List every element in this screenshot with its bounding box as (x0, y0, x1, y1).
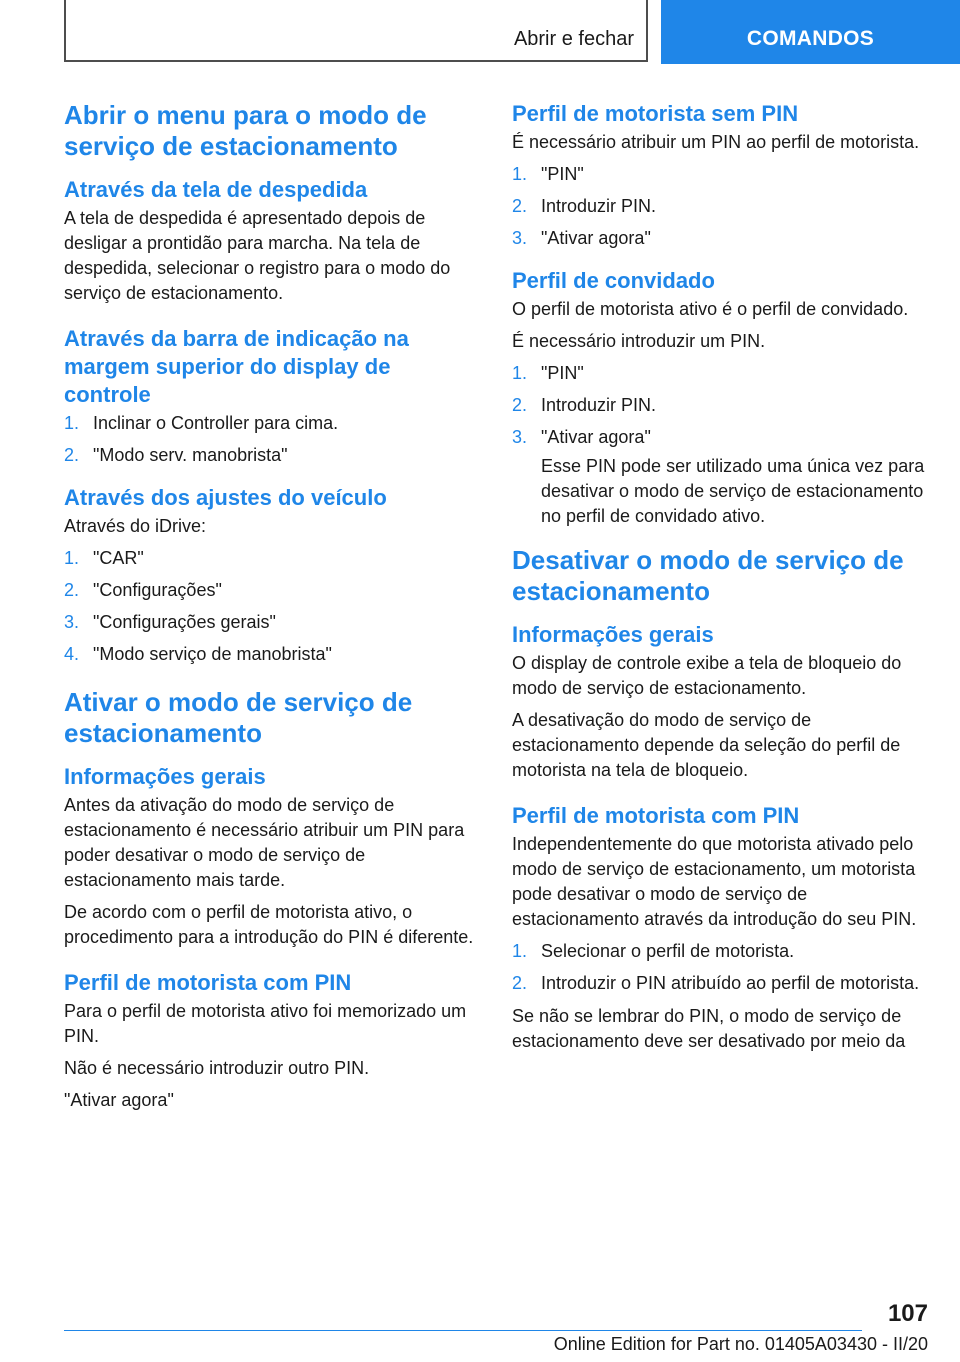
paragraph-deactivate-2: A desativação do modo de serviço de estacionamento depende da seleção do perfil de motorista na tela de bloqueio. (512, 710, 901, 780)
paragraph-guest-2: É necessário introduzir um PIN. (512, 331, 766, 351)
step-number: 2. (512, 395, 528, 415)
paragraph-general-1: Antes da ativação do modo de serviço de estacionamento é necessário atribuir um PIN para poder desativar o modo de serviço de estacionamento mais tarde. (64, 795, 465, 890)
edition-footer: Online Edition for Part no. 01405A03430 - II/20 (553, 1334, 928, 1354)
paragraph-with-pin-2: Não é necessário introduzir outro PIN. (64, 1058, 370, 1078)
step-number: 2. (64, 580, 80, 600)
paragraph-guest-1: O perfil de motorista ativo é o perfil de convidado. (512, 299, 909, 319)
heading-profile-with-pin: Perfil de motorista com PIN (512, 803, 800, 828)
chapter-label: COMANDOS (746, 27, 875, 50)
page-number: 107 (887, 1300, 928, 1327)
heading-general-info: Informações gerais (64, 764, 266, 789)
step-text-with-note (541, 425, 932, 529)
section-title: Abrir e fechar (513, 28, 634, 50)
paragraph-idrive: Através do iDrive: (64, 516, 207, 536)
step-text: Selecionar o perfil de motorista. (541, 941, 795, 961)
list-item (512, 939, 932, 964)
step-number: 2. (64, 445, 80, 465)
paragraph-with-pin: Independentemente do que motorista ativado pelo modo de serviço de estacionamento, um motorista pode desativar o modo de serviço de estacionamento através da introdução do seu PIN. (512, 834, 917, 929)
step-text: "Modo serviço de manobrista" (93, 644, 332, 664)
list-item (512, 226, 932, 251)
step-text: "Configurações" (93, 580, 222, 600)
paragraph-general-2: De acordo com o perfil de motorista ativo, o procedimento para a introdução do PIN é diferente. (64, 902, 474, 947)
step-number: 1. (64, 548, 80, 568)
heading-open-menu: Abrir o menu para o modo de serviço de estacionamento (64, 100, 427, 161)
heading-profile-with-pin: Perfil de motorista com PIN (64, 970, 352, 995)
heading-vehicle-settings: Através dos ajustes do veículo (64, 485, 387, 510)
step-text: "Ativar agora" (541, 228, 651, 248)
status-bar-steps (64, 411, 480, 468)
guest-steps (512, 361, 932, 529)
step-number: 1. (512, 164, 528, 184)
left-column (64, 100, 480, 1120)
list-item (64, 411, 480, 436)
paragraph-farewell: A tela de despedida é apresentado depois de desligar a prontidão para marcha. Na tela de despedida, selecionar o registro para o modo do serviço de estacionamento. (64, 208, 451, 303)
step-text: Introduzir PIN. (541, 196, 657, 216)
list-item (64, 610, 480, 635)
heading-general-info: Informações gerais (512, 622, 714, 647)
step-text: Introduzir PIN. (541, 395, 657, 415)
paragraph-without-pin: É necessário atribuir um PIN ao perfil de motorista. (512, 132, 920, 152)
list-item (512, 361, 932, 386)
step-text: Inclinar o Controller para cima. (93, 413, 339, 433)
step-number: 3. (512, 427, 528, 447)
heading-guest-profile: Perfil de convidado (512, 268, 715, 293)
step-number: 4. (64, 644, 80, 664)
heading-deactivate: Desativar o modo de serviço de estacionamento (512, 545, 904, 606)
paragraph-with-pin-1: Para o perfil de motorista ativo foi memorizado um PIN. (64, 1001, 467, 1046)
step-number: 3. (64, 612, 80, 632)
vehicle-settings-steps (64, 546, 480, 667)
list-item (512, 971, 932, 996)
step-text: "PIN" (541, 363, 584, 383)
list-item (64, 642, 480, 667)
step-text: "Ativar agora" (541, 427, 651, 447)
list-item (64, 578, 480, 603)
step-text: Introduzir o PIN atribuído ao perfil de motorista. (541, 973, 920, 993)
list-item (64, 546, 480, 571)
heading-profile-without-pin: Perfil de motorista sem PIN (512, 101, 799, 126)
step-text: "PIN" (541, 164, 584, 184)
step-number: 2. (512, 196, 528, 216)
heading-activate: Ativar o modo de serviço de estacionamento (64, 687, 413, 748)
with-pin-steps (512, 939, 932, 996)
step-number: 3. (512, 228, 528, 248)
paragraph-deactivate-1: O display de controle exibe a tela de bloqueio do modo de serviço de estacionamento. (512, 653, 902, 698)
list-item (512, 194, 932, 219)
without-pin-steps (512, 162, 932, 251)
right-column (512, 100, 932, 1061)
step-number: 1. (512, 941, 528, 961)
list-item (512, 425, 932, 529)
list-item (512, 162, 932, 187)
footer-divider (64, 1330, 862, 1331)
step-number: 1. (64, 413, 80, 433)
step-text: "Modo serv. manobrista" (93, 445, 288, 465)
heading-farewell-screen: Através da tela de despedida (64, 177, 368, 202)
paragraph-with-pin-3: "Ativar agora" (64, 1090, 174, 1110)
step-text: "Configurações gerais" (93, 612, 276, 632)
heading-status-bar: Através da barra de indicação na margem superior do display de controle (64, 326, 409, 407)
paragraph-forgot-pin: Se não se lembrar do PIN, o modo de serviço de estacionamento deve ser desativado por meio da (512, 1006, 906, 1051)
step-number: 2. (512, 973, 528, 993)
list-item (64, 443, 480, 468)
step-number: 1. (512, 363, 528, 383)
step-note: Esse PIN pode ser utilizado uma única vez para desativar o modo de serviço de estacionamento no perfil de convidado ativo. (541, 456, 925, 526)
list-item (512, 393, 932, 418)
chapter-tab (661, 0, 960, 64)
step-text: "CAR" (93, 548, 144, 568)
